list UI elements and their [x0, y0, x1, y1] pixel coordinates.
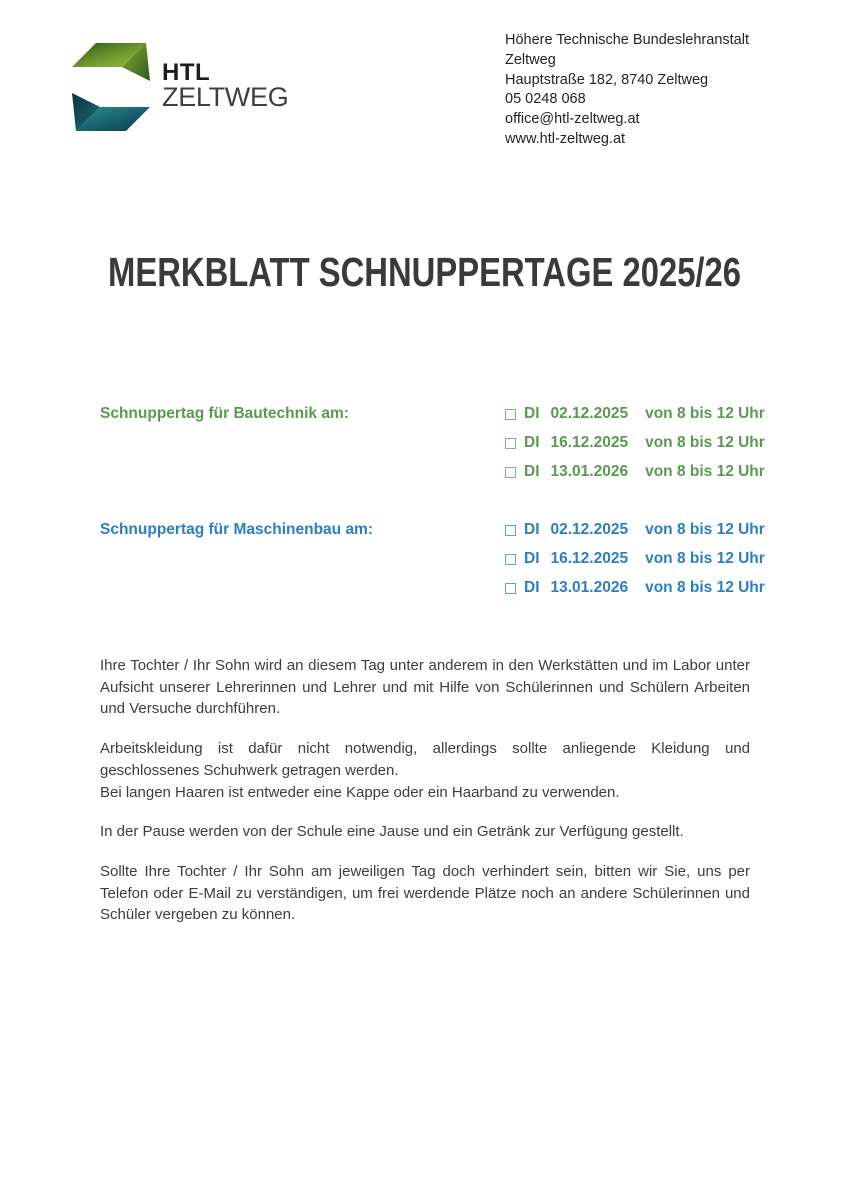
paragraph-werkstaetten: Ihre Tochter / Ihr Sohn wird an diesem Tag unter anderem in den Werkstätten und im Labor unter Aufsicht unserer Lehrerinnen und Lehrer und mit Hilfe von Schülerinnen und Schülern Arbeiten und Versuche durchführen. — [100, 657, 750, 718]
date-day: DI — [524, 434, 540, 451]
date-day: DI — [524, 550, 540, 567]
date-row — [505, 519, 765, 541]
paragraph-verhinderung: Sollte Ihre Tochter / Ihr Sohn am jeweiligen Tag doch verhindert sein, bitten wir Sie, uns per Telefon oder E-Mail zu verständigen, um frei werdende Plätze noch an andere Schülerinnen und Schüler vergeben zu können. — [100, 862, 750, 924]
date-value: 02.12.2025 — [550, 521, 629, 538]
htl-zeltweg-logo-icon — [70, 37, 152, 137]
page-title: MERKBLATT SCHNUPPERTAGE 2025/26 — [108, 249, 742, 295]
date-value: 13.01.2026 — [550, 579, 629, 596]
address-line-phone: 05 0248 068 — [505, 91, 586, 108]
address-line-email: office@htl-zeltweg.at — [505, 111, 640, 128]
date-value: 02.12.2025 — [550, 405, 629, 422]
checkbox-icon — [505, 583, 516, 594]
date-time: von 8 bis 12 Uhr — [645, 405, 765, 422]
date-time: von 8 bis 12 Uhr — [645, 579, 765, 596]
date-time: von 8 bis 12 Uhr — [645, 463, 765, 480]
school-address-block — [505, 31, 749, 150]
date-value: 13.01.2026 — [550, 463, 629, 480]
paragraph-jause: In der Pause werden von der Schule eine Jause und ein Getränk zur Verfügung gestellt. — [100, 823, 684, 841]
checkbox-icon — [505, 525, 516, 536]
date-day: DI — [524, 579, 540, 596]
dates-list-bautechnik — [505, 403, 765, 490]
body-text — [100, 655, 750, 944]
date-value: 16.12.2025 — [550, 434, 629, 451]
paragraph-kleidung-line1: Arbeitskleidung ist dafür nicht notwendig, allerdings sollte anliegende Kleidung und geschlossenes Schuhwerk getragen werden. — [100, 740, 750, 779]
date-day: DI — [524, 521, 540, 538]
checkbox-icon — [505, 554, 516, 565]
checkbox-icon — [505, 438, 516, 449]
address-line-website: www.htl-zeltweg.at — [505, 130, 626, 147]
date-row — [505, 461, 765, 483]
address-line-street: Hauptstraße 182, 8740 Zeltweg — [505, 71, 709, 88]
brand-name-zeltweg: ZELTWEG — [162, 82, 289, 112]
date-value: 16.12.2025 — [550, 550, 629, 567]
date-time: von 8 bis 12 Uhr — [645, 521, 765, 538]
date-row — [505, 577, 765, 599]
brand-name-htl: HTL — [162, 59, 211, 86]
address-line-institution: Höhere Technische Bundeslehranstalt — [505, 32, 749, 48]
address-line-city: Zeltweg — [505, 51, 556, 68]
section-label-maschinenbau: Schnuppertag für Maschinenbau am: — [100, 521, 374, 538]
date-time: von 8 bis 12 Uhr — [645, 550, 765, 567]
paragraph-kleidung — [100, 738, 750, 803]
checkbox-icon — [505, 409, 516, 420]
brand-wordmark — [162, 59, 289, 112]
date-time: von 8 bis 12 Uhr — [645, 434, 765, 451]
section-label-bautechnik: Schnuppertag für Bautechnik am: — [100, 405, 349, 422]
date-row — [505, 432, 765, 454]
date-row — [505, 403, 765, 425]
paragraph-kleidung-line2: Bei langen Haaren ist entweder eine Kappe oder ein Haarband zu verwenden. — [100, 783, 620, 801]
date-day: DI — [524, 405, 540, 422]
checkbox-icon — [505, 467, 516, 478]
date-day: DI — [524, 463, 540, 480]
dates-list-maschinenbau — [505, 519, 765, 606]
date-row — [505, 548, 765, 570]
